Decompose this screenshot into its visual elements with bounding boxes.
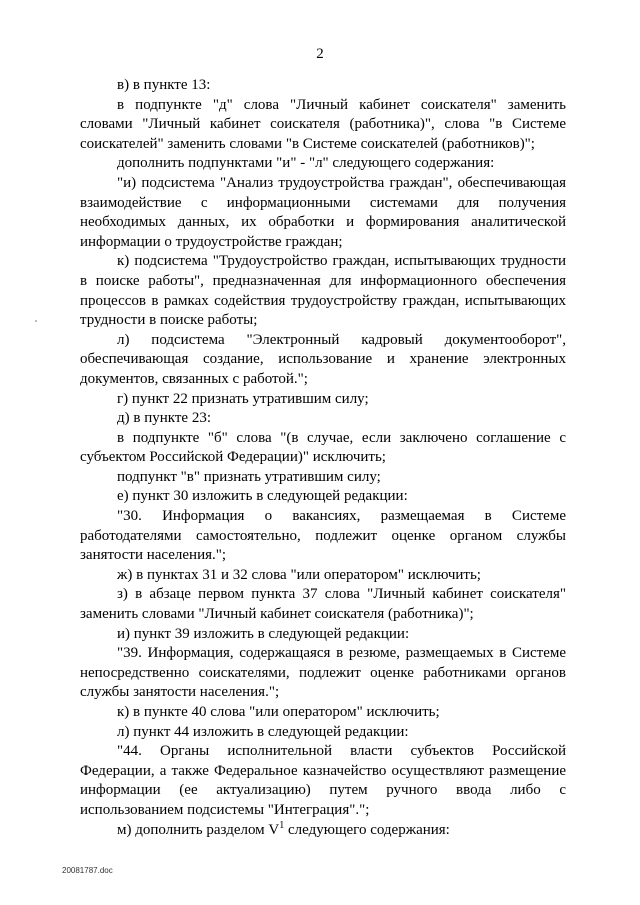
paragraph: подпункт "в" признать утратившим силу;	[117, 468, 381, 485]
paragraph: е) пункт 30 изложить в следующей редакции:	[117, 488, 408, 505]
paragraph: "39. Информация, содержащаяся в резюме, размещаемых в Системе непосредственно соискателями, подлежит оценке работниками органов службы занятости населения.";	[80, 645, 566, 701]
paragraph: ж) в пунктах 31 и 32 слова "или оператором" исключить;	[117, 566, 481, 583]
paragraph: в) в пункте 13:	[117, 77, 211, 93]
paragraph: дополнить подпунктами "и" - "л" следующего содержания:	[117, 155, 495, 172]
paragraph: л) подсистема "Электронный кадровый документооборот", обеспечивающая создание, использование и хранение электронных документов, связанных с работой.";	[80, 331, 566, 387]
paragraph: к) в пункте 40 слова "или оператором" исключить;	[117, 704, 440, 720]
paragraph: к) подсистема "Трудоустройство граждан, испытывающих трудности в поиске работы", предназначенная для информационного обеспечения процессов в рамках содействия трудоустройству граждан, испытывающих трудности в поиске работы;	[80, 253, 566, 329]
paragraph: "30. Информация о вакансиях, размещаемая в Системе работодателями самостоятельно, подлежит оценке органом службы занятости населения.";	[80, 508, 566, 564]
paragraph-text-after: следующего содержания:	[284, 821, 450, 838]
paragraph-text-before: м) дополнить разделом V	[117, 821, 280, 838]
paragraph: и) пункт 39 изложить в следующей редакции:	[117, 625, 410, 642]
paragraph: л) пункт 44 изложить в следующей редакции:	[117, 723, 409, 740]
paragraph-section-addition	[80, 821, 566, 841]
paragraph: "44. Органы исполнительной власти субъектов Российской Федерации, а также Федеральное казначейство осуществляют размещение информации (ее актуализацию) путем ручного ввода либо с использованием подсистемы "Интеграция".";	[80, 743, 566, 818]
paragraph: г) пункт 22 признать утратившим силу;	[117, 390, 369, 407]
paragraph: в подпункте "д" слова "Личный кабинет соискателя" заменить словами "Личный кабинет соискателя (работника)", слова "в Системе соискателей" заменить словами "в Системе соискателей (работников)";	[80, 96, 566, 152]
page-number: 2	[316, 46, 324, 62]
paragraph: в подпункте "б" слова "(в случае, если заключено соглашение с субъектом Российской Федерации)" исключить;	[80, 429, 566, 466]
paragraph: "и) подсистема "Анализ трудоустройства граждан", обеспечивающая взаимодействие с информационными системами для получения необходимых данных, их обработки и формирования аналитической информации о трудоустройстве граждан;	[80, 174, 566, 250]
document-body	[80, 76, 566, 840]
section-superscript: 1	[279, 819, 285, 831]
paragraph: д) в пункте 23:	[117, 410, 211, 427]
file-name-footer: 20081787.doc	[62, 866, 113, 875]
margin-mark	[35, 320, 37, 322]
paragraph: з) в абзаце первом пункта 37 слова "Личный кабинет соискателя" заменить словами "Личный кабинет соискателя (работника)";	[80, 586, 566, 623]
